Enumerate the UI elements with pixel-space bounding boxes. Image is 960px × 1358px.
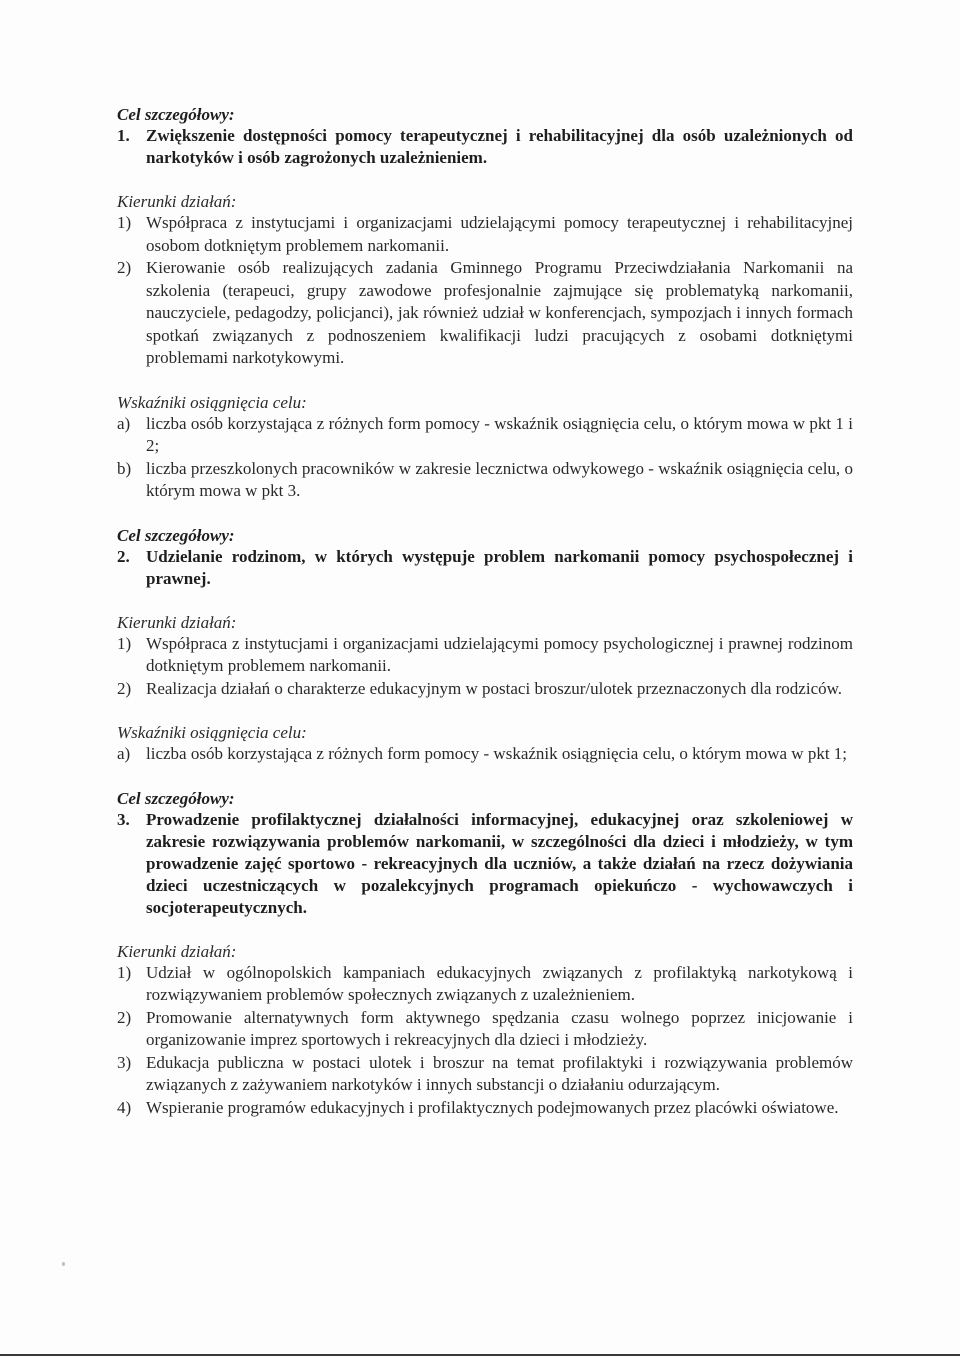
list-item xyxy=(117,458,853,503)
list-item xyxy=(117,1007,853,1052)
goal-title xyxy=(117,809,853,919)
goal-title xyxy=(117,546,853,590)
goal-title xyxy=(117,125,853,169)
goal-number: 1. xyxy=(117,126,130,145)
actions-heading: Kierunki działań: xyxy=(117,612,237,632)
actions-heading: Kierunki działań: xyxy=(117,941,237,961)
goal-heading: Cel szczegółowy: xyxy=(117,525,235,545)
item-number: 2) xyxy=(117,258,132,277)
item-number: b) xyxy=(117,458,132,478)
goal-text: Udzielanie rodzinom, w których występuje problem narkomanii pomocy psychospołecznej i prawnej. xyxy=(146,546,853,588)
item-number: 1) xyxy=(117,213,132,232)
list-item xyxy=(117,257,853,370)
item-number: a) xyxy=(117,744,131,763)
list-item xyxy=(117,633,853,678)
item-number: a) xyxy=(117,413,131,433)
goal-heading: Cel szczegółowy: xyxy=(117,788,235,808)
item-text: Współpraca z instytucjami i organizacjami udzielającymi pomocy psychologicznej i prawnej rodzinom dotkniętym problemem narkomanii. xyxy=(146,633,853,675)
goal-text: Prowadzenie profilaktycznej działalności informacyjnej, edukacyjnej oraz szkoleniowej w zakresie rozwiązywania problemów narkomanii, w szczególności dla dzieci i młodzieży, w tym prowadzenie zajęć sportowo - rekreacyjnych dla uczniów, a także działań na rzecz dożywiania dzieci uczestniczących w pozalekcyjnych programach opiekuńczo - wychowawczych i socjoterapeutycznych. xyxy=(146,809,853,917)
item-text: Promowanie alternatywnych form aktywnego spędzania czasu wolnego poprzez inicjowanie i organizowanie imprez sportowych i rekreacyjnych dla dzieci i młodzieży. xyxy=(146,1007,853,1049)
goal-heading: Cel szczegółowy: xyxy=(117,105,235,124)
goal-number: 3. xyxy=(117,809,130,829)
item-text: liczba osób korzystająca z różnych form pomocy - wskaźnik osiągnięcia celu, o którym mowa w pkt 1 i 2; xyxy=(146,413,853,455)
list-item xyxy=(117,678,853,701)
indicators-heading: Wskaźniki osiągnięcia celu: xyxy=(117,723,307,742)
list-item xyxy=(117,743,853,766)
item-text: liczba osób korzystająca z różnych form pomocy - wskaźnik osiągnięcia celu, o którym mowa w pkt 1; xyxy=(146,744,848,763)
list-item xyxy=(117,413,853,458)
item-text: Kierowanie osób realizujących zadania Gminnego Programu Przeciwdziałania Narkomanii na szkolenia (terapeuci, grupy zawodowe profesjonalnie zajmujące się problematyką narkomanii, nauczyciele, pedagodzy, policjanci), jak również udział w konferencjach, sympozjach i innych formach spotkań związanych z podnoszeniem kwalifikacji ludzi pracujących z osobami dotkniętymi problemami narkotykowymi. xyxy=(146,258,853,367)
goal-text: Zwiększenie dostępności pomocy terapeutycznej i rehabilitacyjnej dla osób uzależnionych od narkotyków i osób zagrożonych uzależnieniem. xyxy=(146,126,853,167)
item-text: liczba przeszkolonych pracowników w zakresie lecznictwa odwykowego - wskaźnik osiągnięcia celu, o którym mowa w pkt 3. xyxy=(146,458,853,500)
item-number: 2) xyxy=(117,678,132,698)
item-text: Edukacja publiczna w postaci ulotek i broszur na temat profilaktyki i rozwiązywania problemów związanych z zażywaniem narkotyków i innych substancji o działaniu odurzającym. xyxy=(146,1052,853,1094)
scan-edge-line xyxy=(0,1354,960,1356)
item-text: Współpraca z instytucjami i organizacjami udzielającymi pomocy terapeutycznej i rehabilitacyjnej osobom dotkniętym problemem narkomanii. xyxy=(146,213,853,255)
document-body xyxy=(117,104,853,1119)
item-number: 3) xyxy=(117,1052,132,1072)
item-text: Realizacja działań o charakterze edukacyjnym w postaci broszur/ulotek przeznaczonych dla rodziców. xyxy=(146,678,843,698)
list-item xyxy=(117,1097,853,1120)
item-text: Udział w ogólnopolskich kampaniach edukacyjnych związanych z profilaktyką narkotykową i rozwiązywaniem problemów społecznych związanych z uzależnieniem. xyxy=(146,962,853,1004)
item-number: 1) xyxy=(117,633,132,653)
list-item xyxy=(117,212,853,257)
item-number: 1) xyxy=(117,962,132,982)
actions-heading: Kierunki działań: xyxy=(117,192,237,211)
indicators-heading: Wskaźniki osiągnięcia celu: xyxy=(117,392,307,412)
goal-number: 2. xyxy=(117,546,130,566)
list-item xyxy=(117,1052,853,1097)
item-text: Wspieranie programów edukacyjnych i profilaktycznych podejmowanych przez placówki oświatowe. xyxy=(146,1097,839,1117)
scan-speck xyxy=(62,1262,65,1266)
list-item xyxy=(117,962,853,1007)
item-number: 4) xyxy=(117,1097,132,1117)
item-number: 2) xyxy=(117,1007,132,1027)
